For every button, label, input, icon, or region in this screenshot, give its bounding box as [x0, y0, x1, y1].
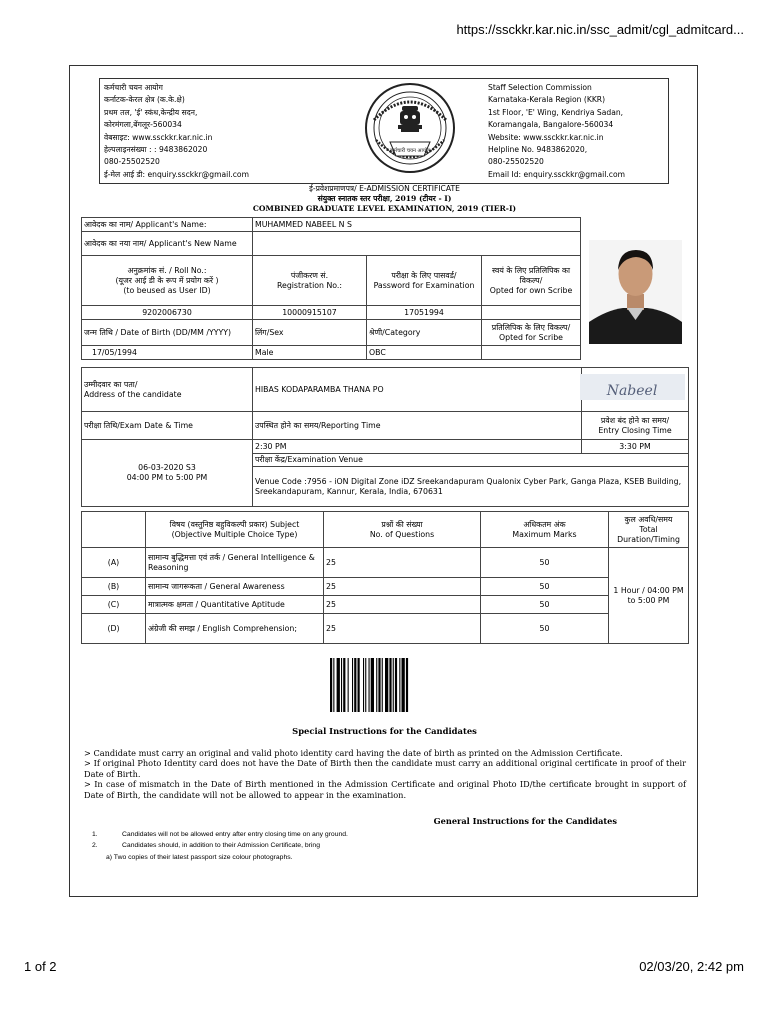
roll-label-hindi-note: (यूजर आई डी के रूप में प्रयोग करें ) [115, 275, 219, 285]
exam-date-label: परीक्षा तिथि/Exam Date & Time [82, 412, 253, 440]
list-item-number: 1. [92, 831, 98, 838]
sex-value: Male [253, 346, 367, 360]
address-label-english: Address of the candidate [84, 389, 182, 399]
exam-date-value: 06-03-2020 S3 [138, 463, 196, 472]
subject-header-english: (Objective Multiple Choice Type) [171, 529, 298, 539]
admission-certificate [69, 65, 698, 897]
barcode-bar [389, 658, 391, 712]
dob-label: जन्म तिथि / Date of Birth (DD/MM /YYYY) [82, 320, 253, 346]
subject-marks: 50 [481, 614, 609, 644]
subject-questions: 25 [324, 596, 481, 614]
table-row [82, 614, 689, 644]
barcode-bar [343, 658, 345, 712]
subject-name: सामान्य जागरूकता / General Awareness [146, 578, 324, 596]
roll-label [82, 256, 253, 306]
header-left-line: 080-25502520 [104, 157, 160, 167]
sex-label: लिंग/Sex [253, 320, 367, 346]
subject-code: (D) [82, 614, 146, 644]
category-value: OBC [367, 346, 482, 360]
table-row [82, 548, 689, 578]
exam-schedule-table [81, 411, 689, 507]
closing-time-label-hindi: प्रवेश बंद होने का समय/ [600, 415, 670, 425]
applicant-details-table [81, 217, 581, 360]
barcode-bar [341, 658, 342, 712]
own-scribe-value [482, 306, 581, 320]
name-label: आवेदक का नाम/ Applicant's Name: [82, 218, 253, 232]
closing-time-label [582, 412, 689, 440]
print-url: https://ssckkr.kar.nic.in/ssc_admit/cgl_admitcard... [456, 22, 744, 37]
page-count: 1 of 2 [24, 959, 57, 974]
marks-header-english: Maximum Marks [512, 529, 577, 539]
candidate-photo [589, 240, 682, 344]
special-instruction: > In case of mismatch in the Date of Birth mentioned in the Admission Certificate and original Photo ID/the certificate brought in support of Date of Birth, the candidate will not be allowed to appear in the examination. [84, 779, 686, 800]
barcode-bar [369, 658, 370, 712]
exam-title-hindi: संयुक्त स्नातक स्तर परीक्षा, 2019 (टीयर - I) [317, 194, 452, 203]
subject-questions: 25 [324, 578, 481, 596]
scribe-label [482, 320, 581, 346]
barcode-bar [352, 658, 353, 712]
marks-header-hindi: अधिकतम अंक [523, 519, 566, 529]
list-item-text: Candidates will not be allowed entry after entry closing time on any ground. [122, 831, 348, 838]
own-scribe-label [482, 256, 581, 306]
barcode-bar [348, 658, 349, 712]
address-value: HIBAS KODAPARAMBA THANA PO [253, 368, 582, 412]
special-instructions-title: Special Instructions for the Candidates [292, 726, 477, 736]
registration-label-hindi: पंजीकरण सं. [290, 270, 329, 280]
list-sub-item: a) Two copies of their latest passport size colour photographs. [106, 853, 293, 861]
barcode-bar [406, 658, 408, 712]
reporting-time-value: 2:30 PM [253, 440, 582, 454]
barcode-bar [385, 658, 388, 712]
subject-marks: 50 [481, 548, 609, 578]
header-left-line: हेल्पलाइनसंख्या : : 9483862020 [104, 145, 208, 155]
list-item-text: Candidates should, in addition to their Admission Certificate, bring [122, 842, 320, 850]
header-right-line: 1st Floor, 'E' Wing, Kendriya Sadan, [488, 107, 624, 117]
list-item [92, 840, 682, 851]
barcode-bar [337, 658, 340, 712]
subject-marks: 50 [481, 578, 609, 596]
header-right-line: Staff Selection Commission [488, 83, 592, 92]
ssc-emblem-logo [362, 82, 458, 178]
table-row [82, 596, 689, 614]
roll-label-hindi: अनुक्रमांक सं. / Roll No.: [127, 265, 207, 275]
header-right-line: Email Id: enquiry.ssckkr@gmail.com [488, 169, 626, 179]
barcode-bar [395, 658, 397, 712]
candidate-signature [580, 370, 685, 404]
duration-header [609, 512, 689, 548]
barcode-bar [354, 658, 356, 712]
name-value: MUHAMMED NABEEL N S [253, 218, 581, 232]
barcode-bar [363, 658, 364, 712]
header-right-line: Karnataka-Kerala Region (KKR) [488, 95, 606, 105]
barcode-bar [376, 658, 377, 712]
duration-value: 1 Hour / 04:00 PM to 5:00 PM [609, 548, 689, 644]
special-instruction: > Candidate must carry an original and valid photo identity card having the date of birth as printed on the Admission Certificate. [84, 748, 623, 758]
barcode-bar [393, 658, 394, 712]
category-label: श्रेणी/Category [367, 320, 482, 346]
new-name-label: आवेदक का नया नाम/ Applicant's New Name [82, 232, 253, 256]
barcode [328, 658, 440, 712]
header-left-line: प्रथम तल, 'ई' स्कंध,केन्द्रीय सदन, [104, 107, 198, 117]
subject-header-hindi: विषय (वस्तुनिष्ठ बहुविकल्पी प्रकार) Subject [169, 519, 300, 529]
barcode-bar [358, 658, 360, 712]
certificate-title: ई-प्रवेशप्रमाणपत्र/ E-ADMISSION CERTIFICATE [309, 184, 460, 193]
barcode-bar [378, 658, 380, 712]
scribe-label-hindi: प्रतिलिपिक के लिए विकल्प/ [491, 322, 571, 332]
subject-name: मात्रात्मक क्षमता / Quantitative Aptitude [146, 596, 324, 614]
letterhead-hindi [104, 82, 249, 181]
subject-code: (C) [82, 596, 146, 614]
print-datetime: 02/03/20, 2:42 pm [639, 959, 744, 974]
signature-text: Nabeel [606, 383, 658, 399]
subject-code-header [82, 512, 146, 548]
header-right-line: Helpline No. 9483862020, [488, 145, 588, 155]
questions-header-hindi: प्रश्नों की संख्या [381, 519, 423, 529]
questions-header-english: No. of Questions [369, 529, 435, 539]
password-label [367, 256, 482, 306]
header-right-line: 080-25502520 [488, 157, 544, 167]
barcode-bar [365, 658, 366, 712]
list-item [92, 829, 682, 840]
table-row [82, 578, 689, 596]
closing-time-value: 3:30 PM [582, 440, 689, 454]
header-left-line: कोरमंगला,बेंगलूर-560034 [104, 120, 182, 130]
barcode-bar [333, 658, 334, 712]
own-scribe-label-hindi: स्वयं के लिए प्रतिलिपिक का विकल्प/ [491, 265, 571, 285]
exam-datetime-value [82, 440, 253, 507]
venue-label: परीक्षा केंद्र/Examination Venue [253, 454, 689, 467]
own-scribe-label-english: Opted for own Scribe [489, 285, 573, 295]
roll-number-value: 9202006730 [82, 306, 253, 320]
header-left-line: कर्मचारी चयन आयोग [104, 83, 163, 92]
letterhead [99, 78, 669, 184]
roll-label-english: (to beused as User ID) [123, 285, 211, 295]
subject-code: (B) [82, 578, 146, 596]
subject-questions: 25 [324, 548, 481, 578]
duration-header-hindi: कुल अवधि/समय [624, 514, 673, 524]
letterhead-english [488, 82, 625, 181]
general-instructions [92, 829, 682, 863]
new-name-value [253, 232, 581, 256]
exam-time-value: 04:00 PM to 5:00 PM [126, 473, 208, 482]
password-value: 17051994 [367, 306, 482, 320]
venue-value: Venue Code :7956 - iON Digital Zone iDZ Sreekandapuram Qualonix Cyber Park, Ganga Plaza, KSEB Building, Sreekandapuram, Kannur, Kerala, India, 670631 [253, 467, 689, 507]
header-right-line: Website: www.ssckkr.kar.nic.in [488, 132, 604, 142]
password-label-hindi: परीक्षा के लिए पासवर्ड/ [391, 270, 457, 280]
registration-label [253, 256, 367, 306]
header-left-line: ई-मेल आई डी: enquiry.ssckkr@gmail.com [104, 169, 249, 179]
registration-number-value: 10000915107 [253, 306, 367, 320]
barcode-bar [399, 658, 400, 712]
subject-marks: 50 [481, 596, 609, 614]
subject-name: अंग्रेजी की समझ / English Comprehension; [146, 614, 324, 644]
subject-name: सामान्य बुद्धिमत्ता एवं तर्क / General Intelligence & Reasoning [146, 548, 324, 578]
header-left-line: वेबसाइट: www.ssckkr.kar.nic.in [104, 132, 213, 142]
barcode-bar [330, 658, 332, 712]
subject-code: (A) [82, 548, 146, 578]
header-left-line: कर्नाटक-केरल क्षेत्र (क.के.क्षे) [104, 95, 185, 105]
subjects-table [81, 511, 689, 644]
scribe-label-english: Opted for Scribe [499, 332, 563, 342]
general-instructions-title: General Instructions for the Candidates [433, 816, 617, 826]
certificate-titles [70, 184, 699, 214]
address-label-hindi: उम्मीदवार का पता/ [84, 379, 138, 389]
reporting-time-label: उपस्थित होने का समय/Reporting Time [253, 412, 582, 440]
special-instruction: > If original Photo Identity card does not have the Date of Birth then the candidate must carry an additional original certificate in proof of their Date of Birth. [84, 758, 686, 779]
exam-title: COMBINED GRADUATE LEVEL EXAMINATION, 2019 (TIER-I) [252, 204, 517, 213]
scribe-value [482, 346, 581, 360]
questions-header [324, 512, 481, 548]
barcode-bar [402, 658, 405, 712]
dob-value: 17/05/1994 [82, 346, 253, 360]
registration-label-english: Registration No.: [276, 280, 343, 290]
subject-header [146, 512, 324, 548]
address-label [82, 368, 253, 412]
closing-time-label-english: Entry Closing Time [598, 425, 672, 435]
barcode-bar [382, 658, 383, 712]
duration-header-english: Total Duration/Timing [617, 524, 680, 544]
marks-header [481, 512, 609, 548]
special-instructions [84, 748, 686, 800]
header-right-line: Koramangala, Bangalore-560034 [488, 120, 614, 130]
subject-questions: 25 [324, 614, 481, 644]
list-item-number: 2. [92, 842, 98, 850]
logo-motto: कर्मचारी चयन आयोग [389, 148, 431, 154]
barcode-bar [371, 658, 374, 712]
password-label-english: Password for Examination [373, 280, 475, 290]
